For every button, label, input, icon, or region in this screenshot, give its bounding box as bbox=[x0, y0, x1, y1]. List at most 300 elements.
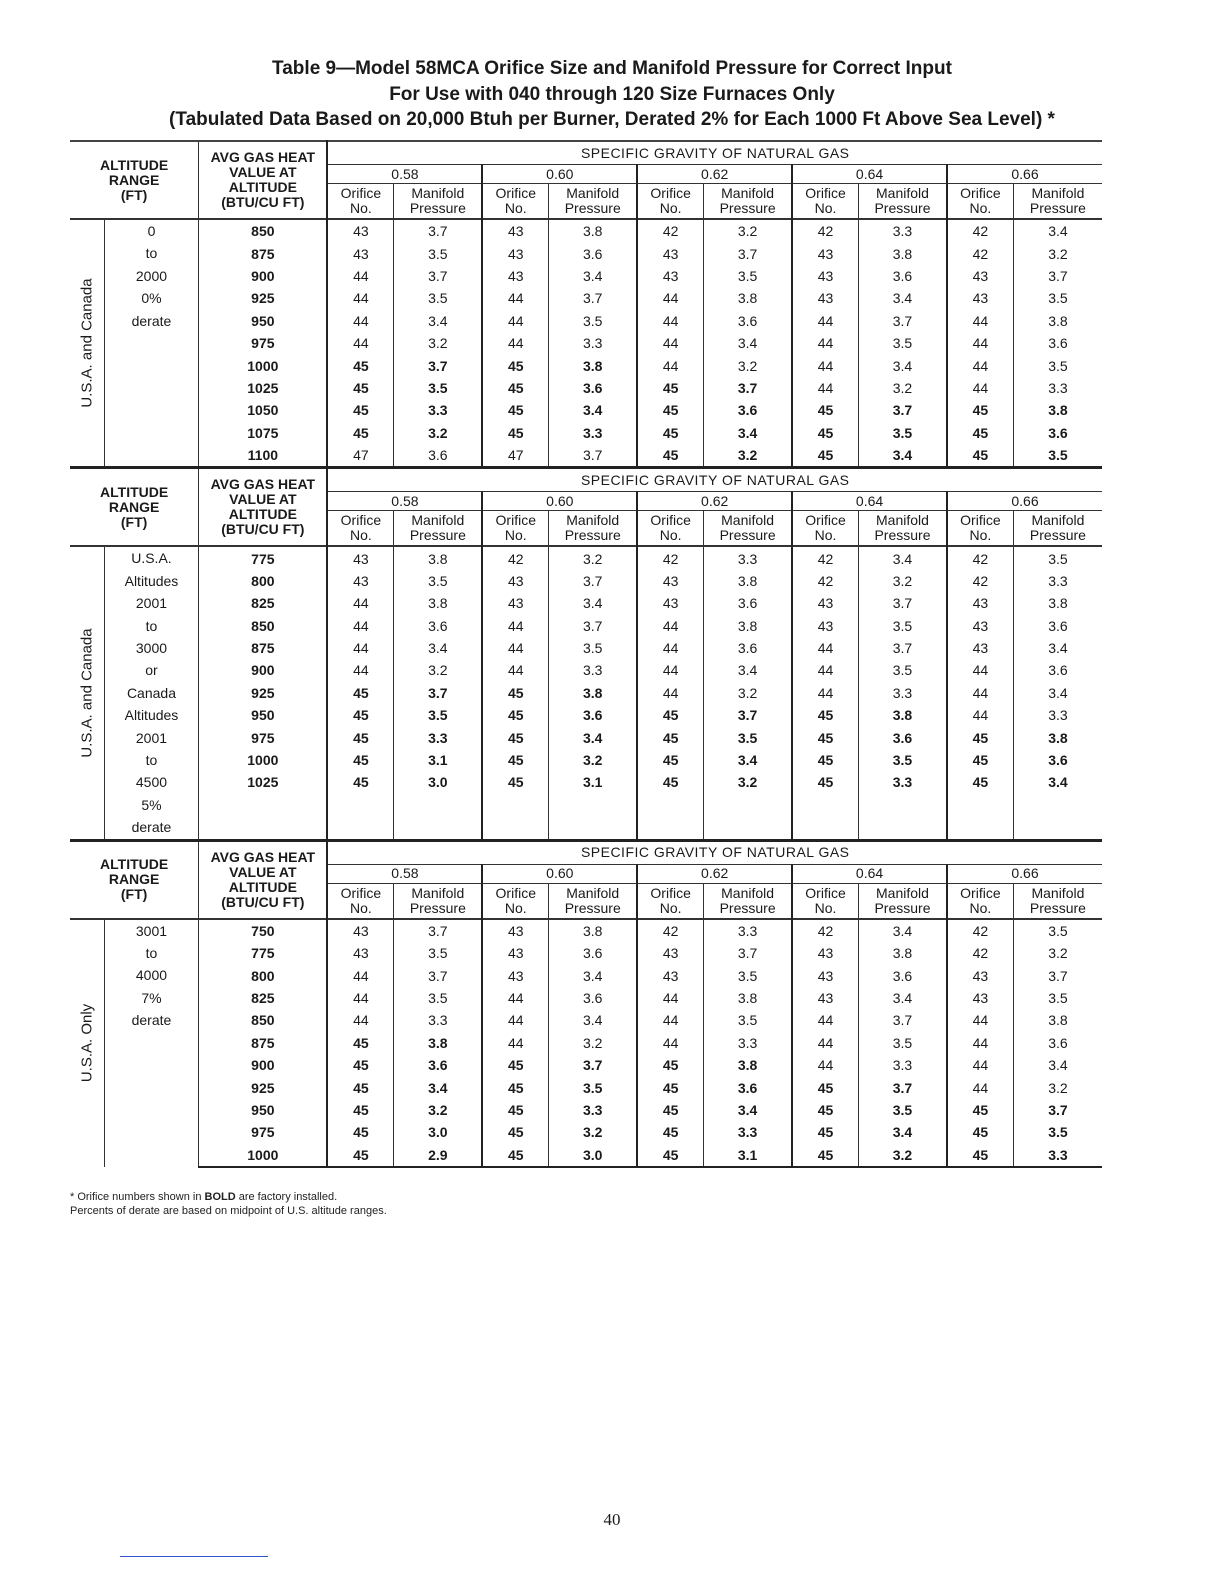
orifice-cell: 43 bbox=[792, 592, 858, 614]
altitude-range-line: Altitudes bbox=[124, 707, 179, 724]
orifice-cell: 45 bbox=[637, 704, 703, 726]
orifice-column-header: Orifice No. bbox=[947, 883, 1013, 919]
orifice-cell: 44 bbox=[637, 987, 703, 1009]
orifice-cell bbox=[947, 794, 1013, 816]
manifold-pressure-cell: 3.2 bbox=[549, 1121, 638, 1143]
heat-value-cell: 800 bbox=[199, 570, 328, 592]
manifold-pressure-cell: 3.6 bbox=[704, 310, 793, 332]
gravity-value: 0.58 bbox=[327, 165, 482, 184]
manifold-pressure-cell: 3.3 bbox=[394, 726, 483, 748]
orifice-cell: 42 bbox=[947, 942, 1013, 964]
manifold-pressure-cell: 3.8 bbox=[1048, 402, 1068, 419]
footnotes bbox=[70, 1190, 387, 1218]
orifice-cell: 43 bbox=[482, 219, 548, 242]
orifice-cell: 43 bbox=[637, 942, 703, 964]
orifice-cell: 47 bbox=[482, 444, 548, 468]
orifice-cell: 42 bbox=[792, 570, 858, 592]
manifold-pressure-cell: 3.2 bbox=[1048, 245, 1068, 262]
manifold-pressure-cell: 3.8 bbox=[549, 354, 638, 376]
manifold-column-header: Manifold Pressure bbox=[858, 511, 947, 547]
manifold-pressure-cell: 3.0 bbox=[394, 771, 483, 793]
heat-value-cell: 1025 bbox=[199, 771, 328, 793]
manifold-pressure-cell bbox=[394, 816, 483, 840]
orifice-cell: 45 bbox=[947, 771, 1013, 793]
manifold-pressure-cell: 3.5 bbox=[704, 265, 793, 287]
orifice-cell: 45 bbox=[792, 422, 858, 444]
manifold-pressure-cell: 3.5 bbox=[549, 637, 638, 659]
manifold-column-header: Manifold Pressure bbox=[394, 184, 483, 220]
orifice-cell: 45 bbox=[482, 1143, 548, 1166]
orifice-cell bbox=[792, 816, 858, 840]
manifold-pressure-cell: 3.4 bbox=[858, 444, 947, 468]
orifice-cell: 44 bbox=[482, 1032, 548, 1054]
heat-value-cell: 850 bbox=[199, 1009, 328, 1031]
manifold-pressure-cell: 3.3 bbox=[549, 659, 638, 681]
orifice-cell: 45 bbox=[482, 1054, 548, 1076]
manifold-pressure-cell: 3.8 bbox=[549, 919, 638, 942]
orifice-cell: 44 bbox=[482, 614, 548, 636]
orifice-cell: 45 bbox=[327, 1143, 393, 1166]
orifice-cell: 42 bbox=[792, 546, 858, 569]
altitude-range-cell bbox=[104, 219, 199, 468]
manifold-pressure-cell: 3.7 bbox=[1048, 267, 1068, 284]
orifice-cell: 43 bbox=[327, 242, 393, 264]
manifold-pressure-cell: 3.5 bbox=[1048, 447, 1068, 464]
orifice-cell bbox=[327, 794, 393, 816]
manifold-pressure-cell: 3.2 bbox=[704, 219, 793, 242]
orifice-cell bbox=[482, 794, 548, 816]
manifold-pressure-cell: 3.4 bbox=[394, 310, 483, 332]
table-row bbox=[70, 726, 1102, 748]
orifice-column-header: Orifice No. bbox=[947, 511, 1013, 547]
manifold-pressure-cell: 3.7 bbox=[858, 399, 947, 421]
manifold-pressure-cell: 3.4 bbox=[704, 1099, 793, 1121]
altitude-range-line: derate bbox=[131, 312, 172, 329]
orifice-cell: 45 bbox=[482, 704, 548, 726]
manifold-pressure-cell: 3.6 bbox=[394, 614, 483, 636]
altitude-range-line: Canada bbox=[126, 684, 176, 701]
manifold-pressure-cell: 3.8 bbox=[1048, 1012, 1068, 1029]
orifice-cell: 43 bbox=[637, 242, 703, 264]
manifold-pressure-cell: 3.4 bbox=[704, 749, 793, 771]
orifice-column-header: Orifice No. bbox=[637, 511, 703, 547]
orifice-cell: 43 bbox=[792, 964, 858, 986]
manifold-pressure-cell: 3.3 bbox=[858, 771, 947, 793]
orifice-cell: 44 bbox=[482, 310, 548, 332]
manifold-pressure-cell: 3.4 bbox=[858, 546, 947, 569]
table-row bbox=[70, 1032, 1102, 1054]
manifold-pressure-cell: 3.7 bbox=[549, 1054, 638, 1076]
orifice-column-header: Orifice No. bbox=[792, 184, 858, 220]
orifice-cell: 44 bbox=[792, 1032, 858, 1054]
gravity-value: 0.64 bbox=[792, 165, 947, 184]
manifold-pressure-cell bbox=[858, 794, 947, 816]
manifold-pressure-cell: 3.7 bbox=[704, 704, 793, 726]
orifice-cell: 44 bbox=[947, 1032, 1013, 1054]
orifice-cell: 42 bbox=[792, 219, 858, 242]
orifice-cell: 43 bbox=[947, 592, 1013, 614]
orifice-cell: 45 bbox=[637, 1076, 703, 1098]
manifold-pressure-cell: 3.5 bbox=[1048, 357, 1068, 374]
manifold-pressure-cell: 3.8 bbox=[1048, 595, 1068, 612]
section-header-row bbox=[70, 468, 1102, 492]
manifold-pressure-cell: 3.6 bbox=[858, 265, 947, 287]
gravity-value: 0.62 bbox=[637, 864, 792, 883]
altitude-range-cell bbox=[104, 919, 199, 1167]
manifold-pressure-cell: 3.6 bbox=[704, 1076, 793, 1098]
manifold-pressure-cell: 3.2 bbox=[394, 1099, 483, 1121]
orifice-column-header: Orifice No. bbox=[327, 184, 393, 220]
heat-value-cell: 875 bbox=[199, 1032, 328, 1054]
orifice-cell: 44 bbox=[327, 637, 393, 659]
manifold-pressure-cell: 3.5 bbox=[394, 377, 483, 399]
manifold-pressure-cell: 3.2 bbox=[704, 771, 793, 793]
orifice-cell: 43 bbox=[327, 919, 393, 942]
manifold-pressure-cell bbox=[394, 794, 483, 816]
manifold-pressure-cell: 3.8 bbox=[704, 614, 793, 636]
specific-gravity-header: SPECIFIC GRAVITY OF NATURAL GAS bbox=[327, 840, 1102, 864]
orifice-cell: 45 bbox=[637, 1121, 703, 1143]
orifice-cell: 45 bbox=[637, 749, 703, 771]
manifold-pressure-cell bbox=[549, 816, 638, 840]
manifold-pressure-cell: 3.3 bbox=[549, 1099, 638, 1121]
gravity-value: 0.64 bbox=[792, 864, 947, 883]
orifice-cell: 43 bbox=[482, 942, 548, 964]
heat-value-cell: 975 bbox=[199, 1121, 328, 1143]
table-title: Table 9—Model 58MCA Orifice Size and Manifold Pressure for Correct Input bbox=[272, 58, 952, 79]
manifold-pressure-cell: 3.7 bbox=[1048, 967, 1068, 984]
orifice-cell: 45 bbox=[327, 377, 393, 399]
manifold-pressure-cell: 3.2 bbox=[549, 546, 638, 569]
manifold-pressure-cell: 3.4 bbox=[1048, 223, 1068, 240]
manifold-pressure-cell: 3.8 bbox=[549, 219, 638, 242]
manifold-pressure-cell: 3.2 bbox=[704, 354, 793, 376]
manifold-pressure-cell: 3.4 bbox=[858, 287, 947, 309]
manifold-pressure-cell: 3.4 bbox=[704, 422, 793, 444]
orifice-cell: 44 bbox=[637, 682, 703, 704]
table-row bbox=[70, 1009, 1102, 1031]
manifold-pressure-cell: 3.8 bbox=[704, 987, 793, 1009]
manifold-pressure-cell: 3.7 bbox=[704, 942, 793, 964]
manifold-pressure-cell: 3.8 bbox=[394, 1032, 483, 1054]
orifice-cell: 45 bbox=[792, 1121, 858, 1143]
manifold-pressure-cell: 3.4 bbox=[858, 1121, 947, 1143]
manifold-pressure-cell: 3.3 bbox=[704, 546, 793, 569]
heat-value-cell: 850 bbox=[199, 614, 328, 636]
orifice-cell: 47 bbox=[327, 444, 393, 468]
orifice-cell: 43 bbox=[637, 964, 703, 986]
orifice-cell: 45 bbox=[947, 444, 1013, 468]
manifold-pressure-cell: 3.7 bbox=[549, 444, 638, 468]
manifold-pressure-cell: 3.8 bbox=[549, 682, 638, 704]
orifice-cell: 42 bbox=[947, 219, 1013, 242]
orifice-cell: 45 bbox=[327, 1054, 393, 1076]
altitude-range-line: to bbox=[145, 751, 158, 768]
orifice-cell: 45 bbox=[792, 399, 858, 421]
heat-value-cell: 800 bbox=[199, 964, 328, 986]
region-label-cell bbox=[70, 546, 104, 840]
orifice-cell: 42 bbox=[947, 546, 1013, 569]
manifold-pressure-cell: 3.4 bbox=[1048, 684, 1068, 701]
orifice-cell: 43 bbox=[792, 265, 858, 287]
orifice-cell: 44 bbox=[947, 682, 1013, 704]
manifold-pressure-cell: 3.2 bbox=[858, 1143, 947, 1166]
table-row bbox=[70, 771, 1102, 793]
manifold-pressure-cell: 3.3 bbox=[549, 422, 638, 444]
heat-value-cell: 825 bbox=[199, 592, 328, 614]
heat-value-cell: 1075 bbox=[199, 422, 328, 444]
orifice-cell: 45 bbox=[327, 682, 393, 704]
orifice-cell: 44 bbox=[482, 1009, 548, 1031]
orifice-cell: 45 bbox=[482, 1121, 548, 1143]
manifold-pressure-cell: 3.4 bbox=[394, 637, 483, 659]
table-row bbox=[70, 1121, 1102, 1143]
manifold-pressure-cell: 3.7 bbox=[704, 377, 793, 399]
orifice-cell: 43 bbox=[947, 614, 1013, 636]
orifice-cell: 45 bbox=[947, 726, 1013, 748]
orifice-column-header: Orifice No. bbox=[792, 511, 858, 547]
orifice-cell: 45 bbox=[947, 1143, 1013, 1166]
orifice-cell: 45 bbox=[327, 704, 393, 726]
orifice-cell: 45 bbox=[327, 1076, 393, 1098]
manifold-pressure-cell: 3.6 bbox=[1048, 662, 1068, 679]
manifold-pressure-cell: 3.6 bbox=[704, 399, 793, 421]
orifice-cell: 44 bbox=[637, 310, 703, 332]
gravity-value: 0.66 bbox=[947, 492, 1102, 511]
heat-value-cell: 975 bbox=[199, 332, 328, 354]
manifold-pressure-cell: 3.8 bbox=[858, 242, 947, 264]
footnote-bold: * Orifice numbers shown in BOLD are factory installed. bbox=[70, 1191, 338, 1203]
manifold-pressure-cell: 3.1 bbox=[394, 749, 483, 771]
section-header-row bbox=[70, 840, 1102, 864]
manifold-pressure-cell: 3.5 bbox=[858, 659, 947, 681]
altitude-range-line: derate bbox=[131, 819, 172, 836]
heat-value-header: AVG GAS HEAT VALUE AT ALTITUDE (BTU/CU FT) bbox=[199, 141, 328, 219]
orifice-cell: 45 bbox=[327, 1032, 393, 1054]
orifice-cell: 45 bbox=[947, 1121, 1013, 1143]
altitude-range-line: 3000 bbox=[135, 639, 168, 656]
table-row bbox=[70, 242, 1102, 264]
manifold-pressure-cell: 3.7 bbox=[1048, 1101, 1068, 1118]
manifold-pressure-cell: 3.6 bbox=[704, 592, 793, 614]
altitude-range-line: 0 bbox=[147, 223, 156, 239]
manifold-pressure-cell: 3.5 bbox=[858, 1099, 947, 1121]
altitude-range-line: 2000 bbox=[135, 267, 168, 284]
orifice-cell: 43 bbox=[327, 219, 393, 242]
table-row bbox=[70, 546, 1102, 569]
manifold-pressure-cell: 3.6 bbox=[1048, 1034, 1068, 1051]
orifice-cell: 44 bbox=[637, 637, 703, 659]
gravity-value: 0.62 bbox=[637, 492, 792, 511]
manifold-pressure-cell: 3.7 bbox=[858, 1009, 947, 1031]
orifice-cell: 45 bbox=[327, 726, 393, 748]
orifice-cell bbox=[792, 794, 858, 816]
altitude-range-line: U.S.A. bbox=[131, 550, 172, 567]
orifice-cell: 44 bbox=[327, 987, 393, 1009]
table-row bbox=[70, 987, 1102, 1009]
orifice-cell: 45 bbox=[947, 422, 1013, 444]
table-row bbox=[70, 310, 1102, 332]
region-label: U.S.A. and Canada bbox=[78, 628, 96, 758]
orifice-cell: 42 bbox=[637, 546, 703, 569]
orifice-cell: 45 bbox=[482, 726, 548, 748]
manifold-pressure-cell: 3.4 bbox=[549, 399, 638, 421]
orifice-column-header: Orifice No. bbox=[327, 511, 393, 547]
manifold-pressure-cell: 3.4 bbox=[394, 1076, 483, 1098]
table-row bbox=[70, 444, 1102, 468]
table-row bbox=[70, 1099, 1102, 1121]
table-row bbox=[70, 332, 1102, 354]
orifice-cell: 45 bbox=[637, 422, 703, 444]
orifice-cell: 45 bbox=[327, 1099, 393, 1121]
manifold-pressure-cell: 3.6 bbox=[394, 444, 483, 468]
orifice-cell: 45 bbox=[637, 1054, 703, 1076]
manifold-pressure-cell: 3.6 bbox=[549, 942, 638, 964]
orifice-cell: 44 bbox=[947, 310, 1013, 332]
table-row bbox=[70, 682, 1102, 704]
orifice-cell: 45 bbox=[637, 1099, 703, 1121]
altitude-range-line: 2001 bbox=[135, 595, 168, 612]
manifold-pressure-cell: 3.5 bbox=[394, 987, 483, 1009]
table-row bbox=[70, 1076, 1102, 1098]
heat-value-cell: 1000 bbox=[199, 354, 328, 376]
heat-value-cell: 775 bbox=[199, 942, 328, 964]
orifice-cell: 42 bbox=[637, 219, 703, 242]
orifice-cell: 42 bbox=[637, 919, 703, 942]
heat-value-cell: 1000 bbox=[199, 749, 328, 771]
manifold-pressure-cell: 3.3 bbox=[858, 682, 947, 704]
footer-rule bbox=[120, 1556, 268, 1557]
manifold-pressure-cell: 3.4 bbox=[704, 659, 793, 681]
orifice-cell: 45 bbox=[482, 682, 548, 704]
manifold-pressure-cell: 3.5 bbox=[858, 614, 947, 636]
orifice-cell: 44 bbox=[327, 265, 393, 287]
manifold-pressure-cell: 3.7 bbox=[704, 242, 793, 264]
manifold-pressure-cell: 3.2 bbox=[549, 749, 638, 771]
heat-value-cell: 1000 bbox=[199, 1143, 328, 1166]
manifold-pressure-cell bbox=[704, 794, 793, 816]
table-row bbox=[70, 1143, 1102, 1166]
orifice-cell: 45 bbox=[482, 399, 548, 421]
table-row bbox=[70, 749, 1102, 771]
manifold-pressure-cell: 3.5 bbox=[549, 310, 638, 332]
manifold-pressure-cell: 3.6 bbox=[549, 704, 638, 726]
orifice-cell: 44 bbox=[947, 704, 1013, 726]
heat-value-header: AVG GAS HEAT VALUE AT ALTITUDE (BTU/CU FT) bbox=[199, 468, 328, 547]
manifold-column-header: Manifold Pressure bbox=[1029, 512, 1086, 544]
orifice-cell: 43 bbox=[637, 265, 703, 287]
manifold-pressure-cell: 3.6 bbox=[549, 987, 638, 1009]
orifice-column-header: Orifice No. bbox=[947, 184, 1013, 220]
orifice-cell: 44 bbox=[947, 377, 1013, 399]
manifold-pressure-cell: 3.5 bbox=[394, 242, 483, 264]
region-label-cell bbox=[70, 219, 104, 468]
altitude-range-line: 0% bbox=[141, 290, 162, 307]
orifice-cell: 43 bbox=[482, 592, 548, 614]
altitude-range-line: to bbox=[145, 617, 158, 634]
manifold-pressure-cell: 3.2 bbox=[858, 377, 947, 399]
orifice-cell: 43 bbox=[482, 265, 548, 287]
table-row bbox=[70, 659, 1102, 681]
altitude-range-line: or bbox=[145, 662, 158, 679]
manifold-pressure-cell: 3.4 bbox=[549, 1009, 638, 1031]
orifice-column-header: Orifice No. bbox=[482, 883, 548, 919]
table-row bbox=[70, 704, 1102, 726]
manifold-pressure-cell: 3.4 bbox=[858, 987, 947, 1009]
table-row bbox=[70, 964, 1102, 986]
page-number: 40 bbox=[603, 1510, 621, 1529]
manifold-column-header: Manifold Pressure bbox=[1029, 185, 1086, 216]
orifice-cell: 44 bbox=[637, 1032, 703, 1054]
manifold-pressure-cell bbox=[858, 816, 947, 840]
manifold-pressure-cell: 3.5 bbox=[858, 1032, 947, 1054]
manifold-pressure-cell: 3.4 bbox=[858, 354, 947, 376]
altitude-range-line: to bbox=[145, 944, 158, 961]
manifold-pressure-cell: 3.4 bbox=[549, 964, 638, 986]
manifold-pressure-cell: 3.8 bbox=[394, 592, 483, 614]
orifice-cell: 44 bbox=[327, 1009, 393, 1031]
manifold-pressure-cell: 3.8 bbox=[858, 942, 947, 964]
manifold-pressure-cell: 3.8 bbox=[704, 287, 793, 309]
altitude-range-cell bbox=[104, 546, 199, 840]
orifice-cell: 43 bbox=[482, 919, 548, 942]
orifice-table-container bbox=[70, 140, 1102, 1168]
manifold-column-header: Manifold Pressure bbox=[704, 511, 793, 547]
orifice-cell: 44 bbox=[637, 332, 703, 354]
manifold-pressure-cell: 3.6 bbox=[394, 1054, 483, 1076]
manifold-pressure-cell: 3.6 bbox=[704, 637, 793, 659]
manifold-pressure-cell: 3.6 bbox=[549, 377, 638, 399]
heat-value-header: AVG GAS HEAT VALUE AT ALTITUDE (BTU/CU FT) bbox=[199, 840, 328, 919]
heat-value-cell: 875 bbox=[199, 637, 328, 659]
table-row bbox=[70, 570, 1102, 592]
heat-value-cell: 925 bbox=[199, 1076, 328, 1098]
manifold-column-header: Manifold Pressure bbox=[704, 184, 793, 220]
table-row bbox=[70, 265, 1102, 287]
table-row bbox=[70, 637, 1102, 659]
orifice-cell: 44 bbox=[947, 1009, 1013, 1031]
orifice-cell: 45 bbox=[327, 749, 393, 771]
orifice-cell: 45 bbox=[637, 399, 703, 421]
orifice-cell: 44 bbox=[327, 310, 393, 332]
orifice-cell: 44 bbox=[482, 659, 548, 681]
heat-value-cell bbox=[199, 794, 328, 816]
orifice-cell: 42 bbox=[947, 570, 1013, 592]
manifold-pressure-cell: 3.6 bbox=[549, 242, 638, 264]
orifice-cell: 45 bbox=[792, 1099, 858, 1121]
manifold-pressure-cell: 3.5 bbox=[549, 1076, 638, 1098]
orifice-cell: 42 bbox=[947, 919, 1013, 942]
orifice-cell: 45 bbox=[637, 444, 703, 468]
heat-value-cell: 850 bbox=[199, 219, 328, 242]
manifold-pressure-cell: 3.4 bbox=[549, 592, 638, 614]
altitude-range-line: 5% bbox=[141, 796, 162, 813]
manifold-pressure-cell: 3.7 bbox=[394, 682, 483, 704]
orifice-cell: 44 bbox=[327, 332, 393, 354]
manifold-pressure-cell: 3.2 bbox=[394, 422, 483, 444]
manifold-pressure-cell: 3.7 bbox=[858, 637, 947, 659]
orifice-cell: 45 bbox=[327, 1121, 393, 1143]
manifold-pressure-cell: 3.2 bbox=[394, 659, 483, 681]
heat-value-cell: 750 bbox=[199, 919, 328, 942]
manifold-pressure-cell: 3.1 bbox=[549, 771, 638, 793]
manifold-pressure-cell: 3.5 bbox=[394, 942, 483, 964]
footnote-derate: Percents of derate are based on midpoint of U.S. altitude ranges. bbox=[70, 1205, 387, 1217]
manifold-column-header: Manifold Pressure bbox=[549, 184, 638, 220]
manifold-column-header: Manifold Pressure bbox=[394, 883, 483, 919]
manifold-pressure-cell: 3.7 bbox=[858, 310, 947, 332]
manifold-pressure-cell: 3.8 bbox=[1048, 312, 1068, 329]
